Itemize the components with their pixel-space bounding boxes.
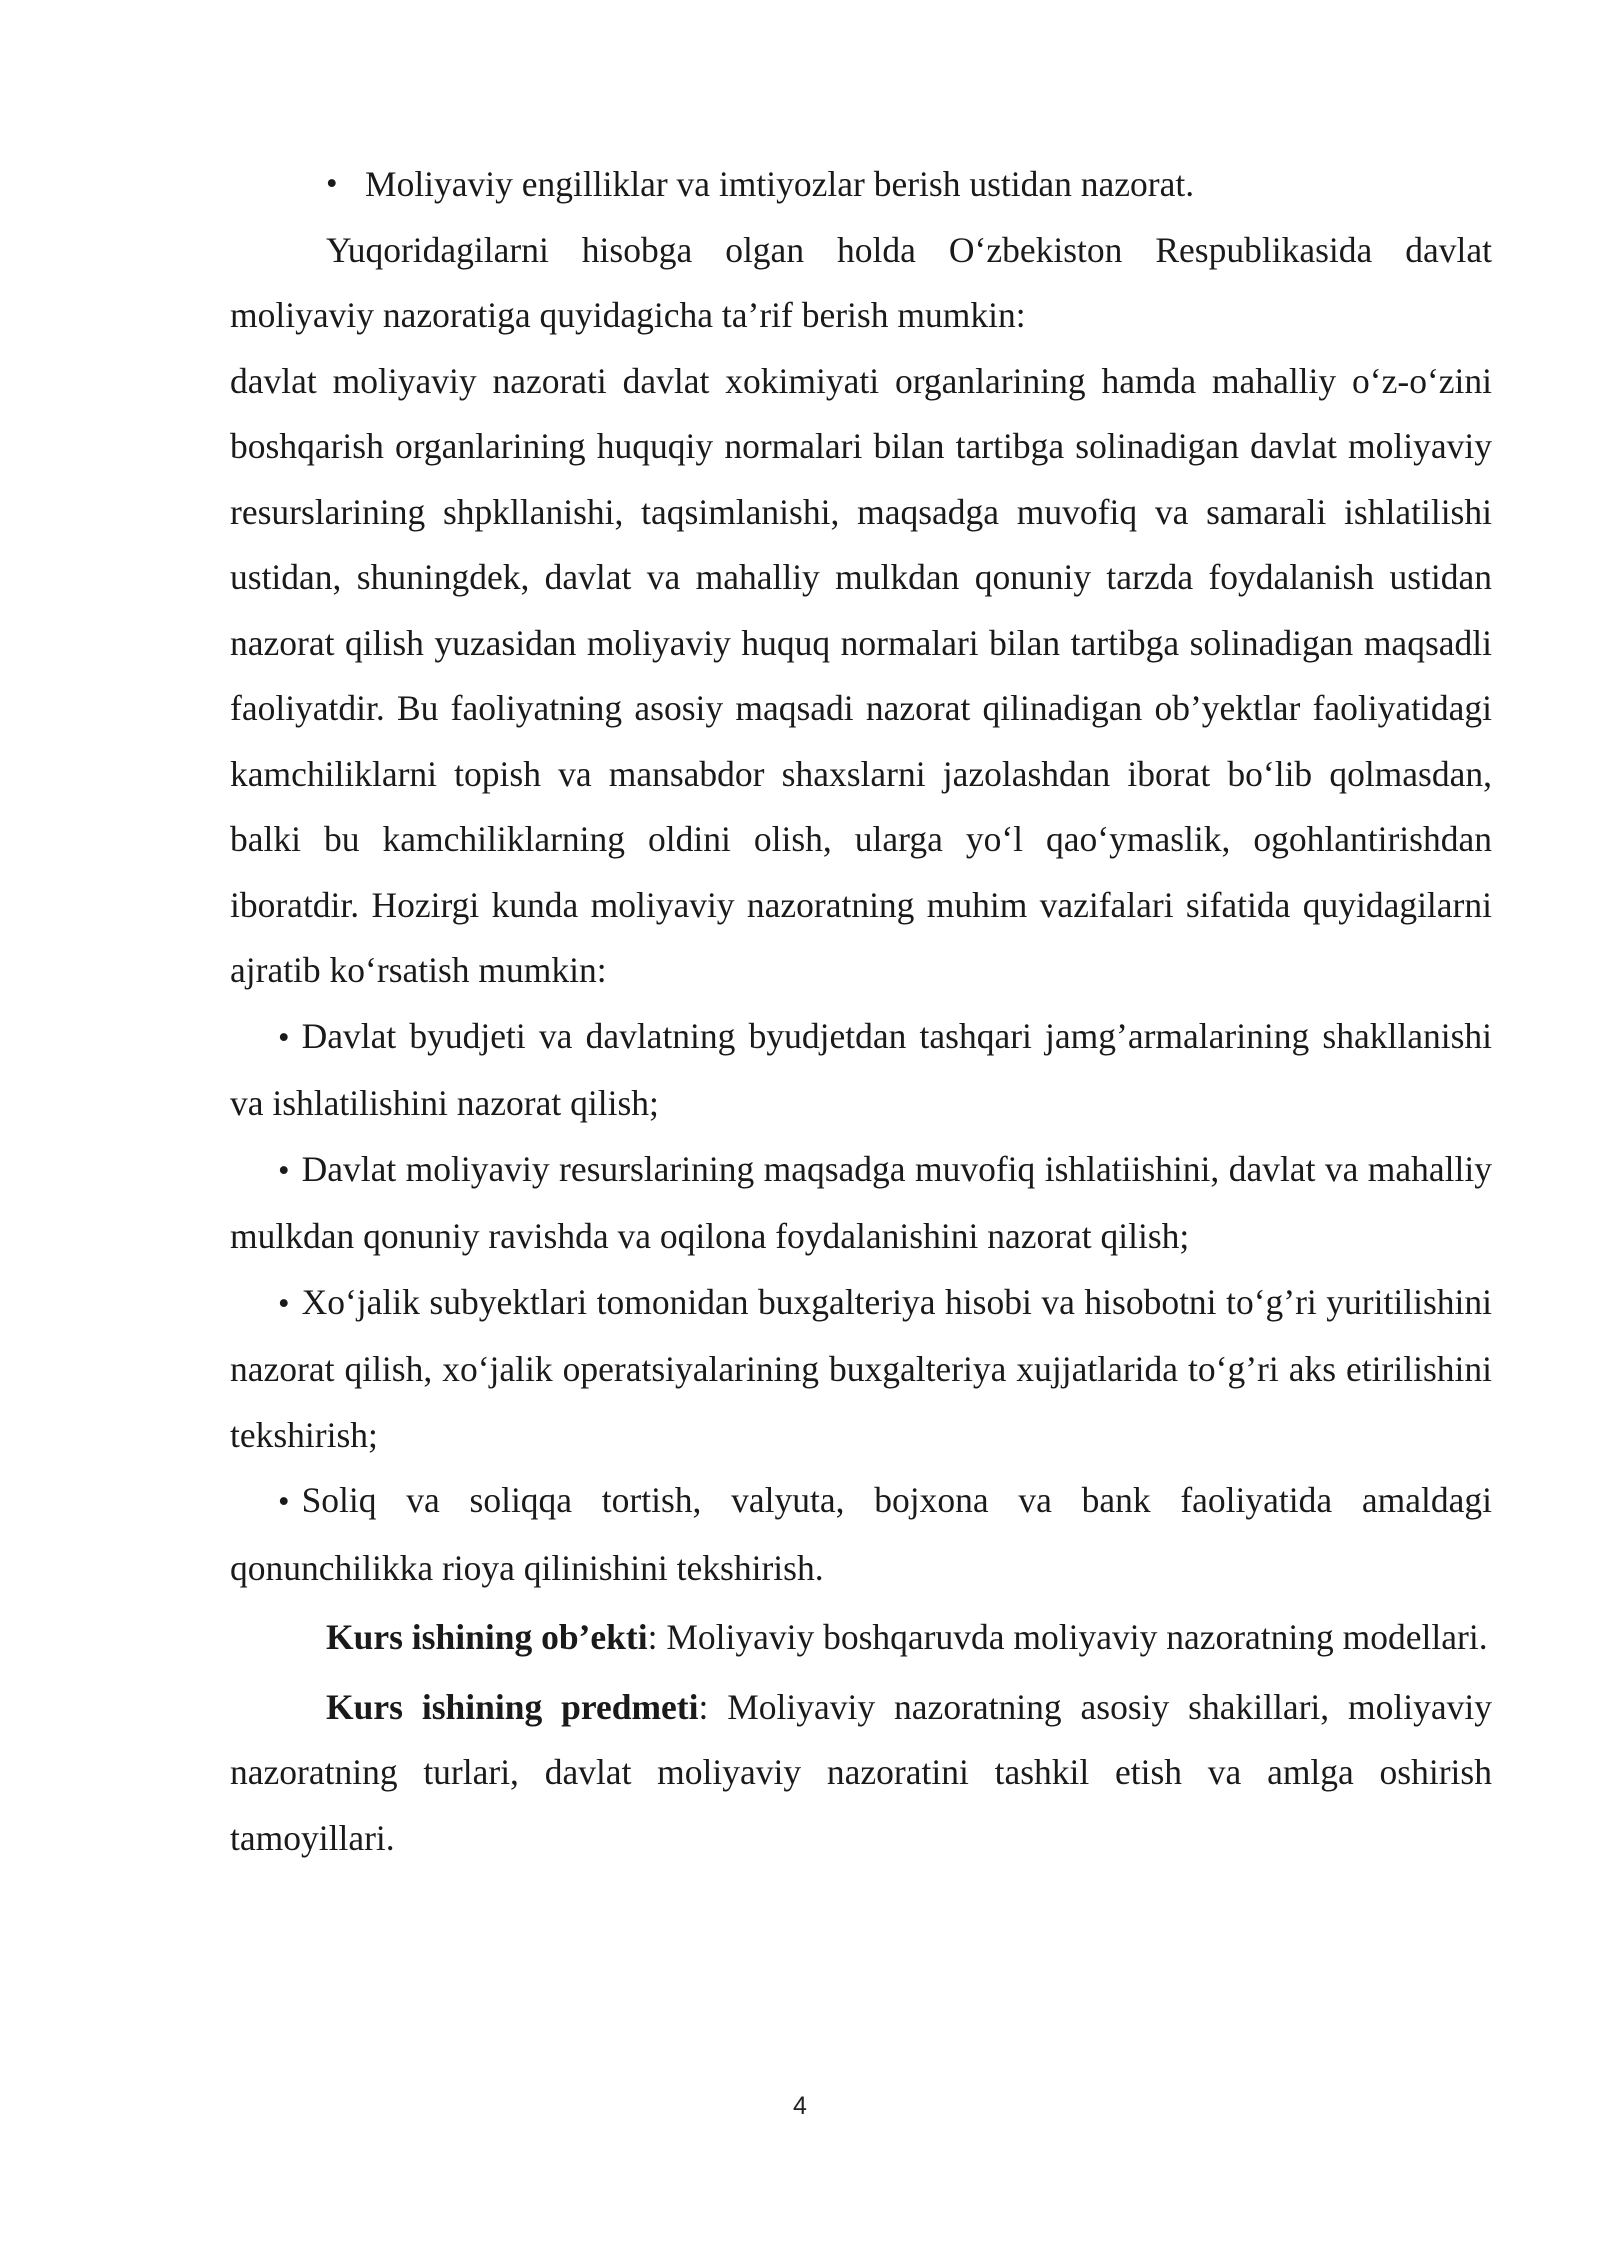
list-item	[230, 1137, 1492, 1270]
list-item-text: Davlat moliyaviy resurslarining maqsadga muvofiq ishlatiishini, davlat va mahalliy mulkdan qonuniy ravishda va oqilona foydalanishini nazorat qilish;	[230, 1148, 1492, 1256]
bullet-icon: •	[278, 1019, 290, 1056]
list-item	[230, 1468, 1492, 1601]
subject-label: Kurs ishining predmeti	[326, 1686, 699, 1727]
object-text: : Moliyaviy boshqaruvda moliyaviy nazoratning modellari.	[647, 1617, 1488, 1657]
object-paragraph	[230, 1605, 1492, 1671]
intro-paragraph: Yuqoridagilarni hisobga olgan holda O‘zbekiston Respublikasida davlat moliyaviy nazoratiga quyidagicha ta’rif berish mumkin:	[230, 229, 1492, 335]
list-item-text: Davlat byudjeti va davlatning byudjetdan tashqari jamg’armalarining shakllanishi va ishlatilishini nazorat qilish;	[230, 1015, 1492, 1123]
subject-paragraph	[230, 1675, 1492, 1872]
bullet-icon: •	[278, 1484, 290, 1520]
bullet-icon: •	[278, 1285, 290, 1322]
list-item	[230, 152, 1492, 218]
object-label: Kurs ishining ob’ekti	[326, 1617, 648, 1657]
bullet-icon: •	[278, 1152, 290, 1189]
list-item-text: Soliq va soliqqa tortish, valyuta, bojxona va bank faoliyatida amaldagi qonunchilikka rioya qilinishini tekshirish.	[230, 1480, 1492, 1588]
list-item-text: Moliyaviy engilliklar va imtiyozlar berish ustidan nazorat.	[365, 164, 1195, 204]
list-item	[230, 1004, 1492, 1137]
page-number: 4	[793, 2092, 807, 2120]
bullet-icon: •	[326, 166, 338, 202]
subject-text: : Moliyaviy nazoratning asosiy shakillari, moliyaviy nazoratning turlari, davlat moliyaviy nazoratini tashkil etish va amlga oshirish tamoyillari.	[230, 1686, 1492, 1858]
list-item	[230, 1270, 1492, 1469]
definition-paragraph: davlat moliyaviy nazorati davlat xokimiyati organlarining hamda mahalliy o‘z-o‘zini boshqarish organlarining huquqiy normalari bilan tartibga solinadigan davlat moliyaviy resurslarining shpkllanishi, taqsimlanishi, maqsadga muvofiq va samarali ishlatilishi ustidan, shuningdek, davlat va mahalliy mulkdan qonuniy tarzda foydalanish ustidan nazorat qilish yuzasidan moliyaviy huquq normalari bilan tartibga solinadigan maqsadli faoliyatdir. Bu faoliyatning asosiy maqsadi nazorat qilinadigan ob’yektlar faoliyatidagi kamchiliklarni topish va mansabdor shaxslarni jazolashdan iborat bo‘lib qolmasdan, balki bu kamchiliklarning oldini olish, ularga yo‘l qao‘ymaslik, ogohlantirishdan iboratdir. Hozirgi kunda moliyaviy nazoratning muhim vazifalari sifatida quyidagilarni ajratib ko‘rsatish mumkin:	[230, 360, 1492, 990]
document-body	[230, 152, 1492, 1871]
list-item-text: Xo‘jalik subyektlari tomonidan buxgalteriya hisobi va hisobotni to‘g’ri yuritilishini nazorat qilish, xo‘jalik operatsiyalarining buxgalteriya xujjatlarida to‘g’ri aks etirilishini tekshirish;	[230, 1281, 1492, 1455]
